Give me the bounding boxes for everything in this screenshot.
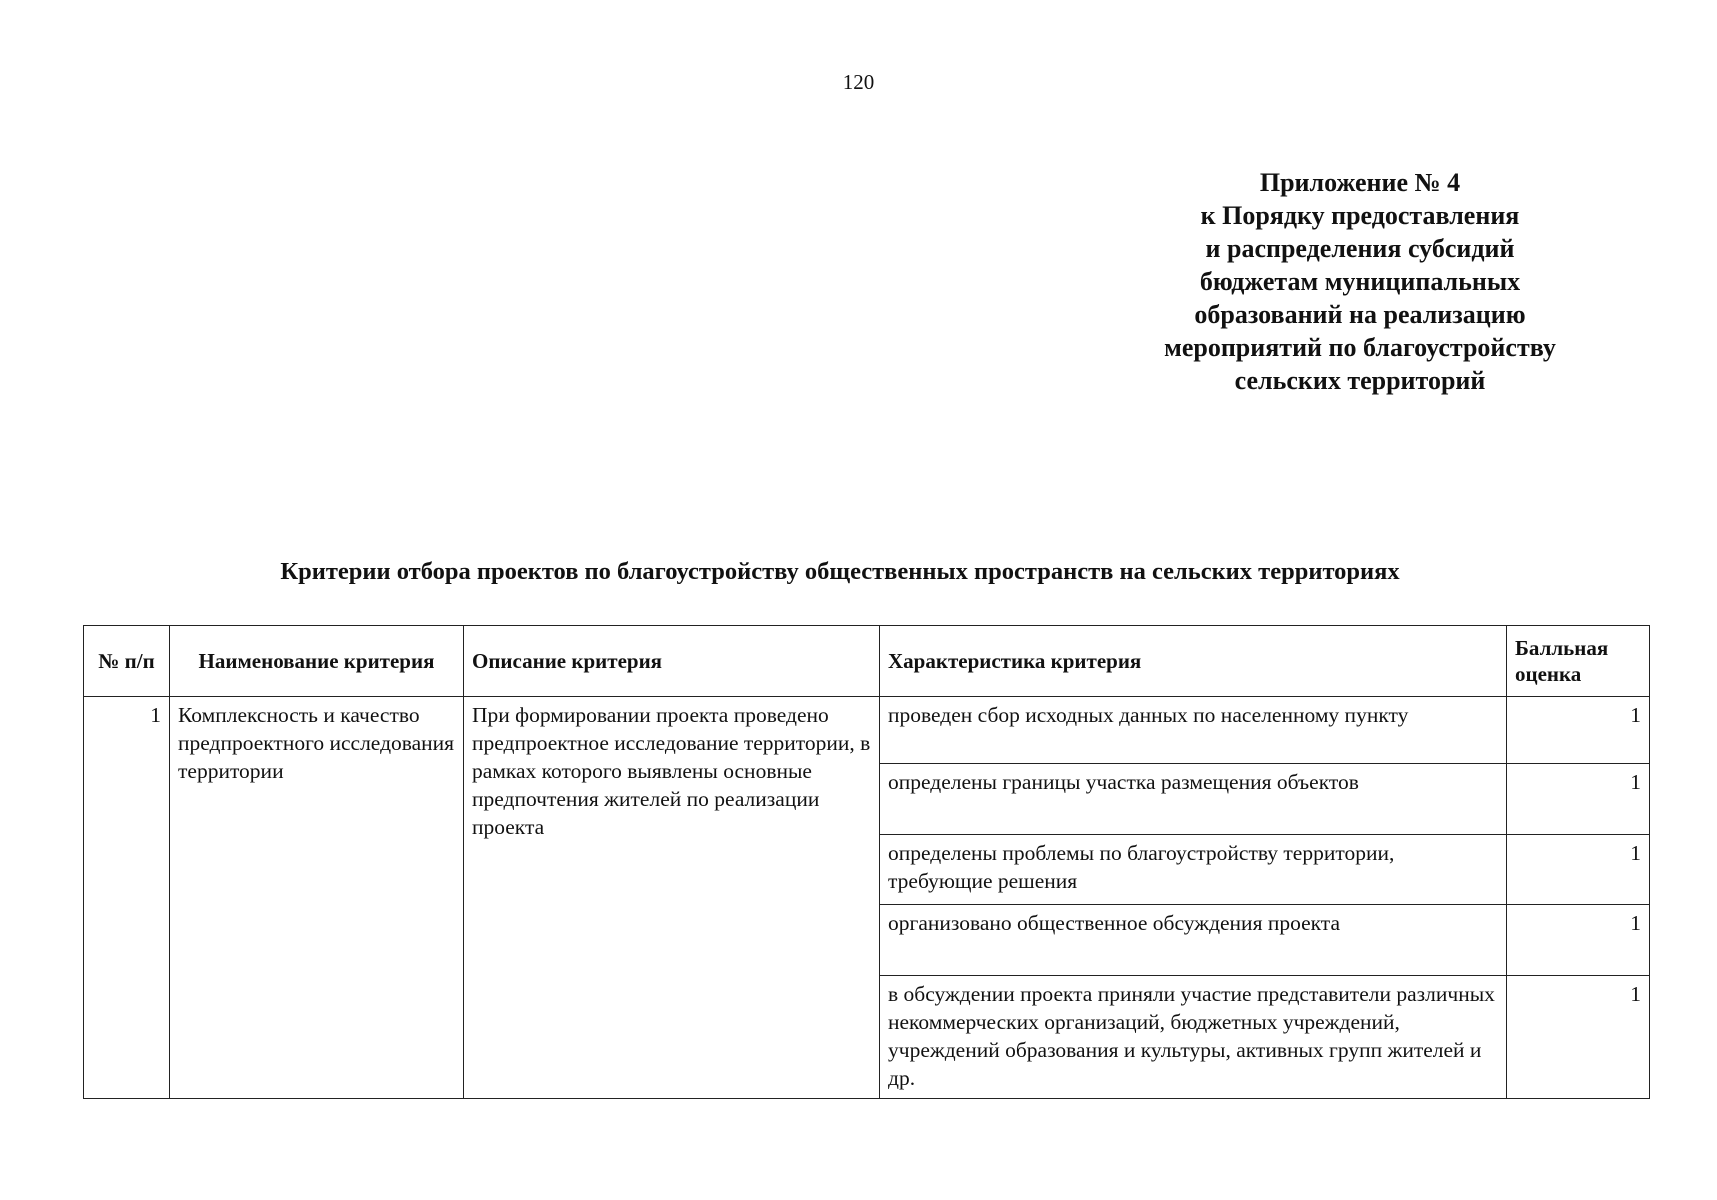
score-cell: 1	[1507, 835, 1650, 905]
criteria-table	[83, 625, 1650, 1099]
table-header-row	[84, 626, 1650, 697]
score-cell: 1	[1507, 976, 1650, 1099]
appendix-line: мероприятий по благоустройству	[1164, 333, 1556, 362]
appendix-line: бюджетам муниципальных	[1199, 267, 1521, 296]
characteristic-cell: определены проблемы по благоустройству территории, требующие решения	[880, 835, 1507, 905]
appendix-line: образований на реализацию	[1194, 300, 1526, 329]
header-characteristic: Характеристика критерия	[880, 626, 1507, 697]
score-cell: 1	[1507, 905, 1650, 976]
characteristic-cell: проведен сбор исходных данных по населенному пункту	[880, 697, 1507, 764]
appendix-line: Приложение № 4	[1259, 168, 1461, 197]
page-number: 120	[842, 70, 875, 94]
appendix-line: к Порядку предоставления	[1200, 201, 1520, 230]
header-num: № п/п	[84, 626, 170, 697]
criterion-description: При формировании проекта проведено предпроектное исследование территории, в рамках которого выявлены основные предпочтения жителей по реализации проекта	[464, 697, 880, 1099]
characteristic-cell: в обсуждении проекта приняли участие представители различных некоммерческих организаций, бюджетных учреждений, учреждений образования и культуры, активных групп жителей и др.	[880, 976, 1507, 1099]
appendix-line: и распределения субсидий	[1205, 234, 1515, 263]
header-score: Балльная оценка	[1507, 626, 1650, 697]
score-cell: 1	[1507, 764, 1650, 835]
characteristic-cell: определены границы участка размещения объектов	[880, 764, 1507, 835]
characteristic-cell: организовано общественное обсуждения проекта	[880, 905, 1507, 976]
criterion-name: Комплексность и качество предпроектного исследования территории	[170, 697, 464, 1099]
header-name: Наименование критерия	[170, 626, 464, 697]
document-title: Критерии отбора проектов по благоустройству общественных пространств на сельских территориях	[280, 558, 1400, 585]
appendix-line: сельских территорий	[1234, 366, 1486, 395]
table-row	[84, 697, 1650, 764]
criterion-number: 1	[84, 697, 170, 1099]
appendix-header	[1120, 166, 1600, 397]
header-description: Описание критерия	[464, 626, 880, 697]
score-cell: 1	[1507, 697, 1650, 764]
